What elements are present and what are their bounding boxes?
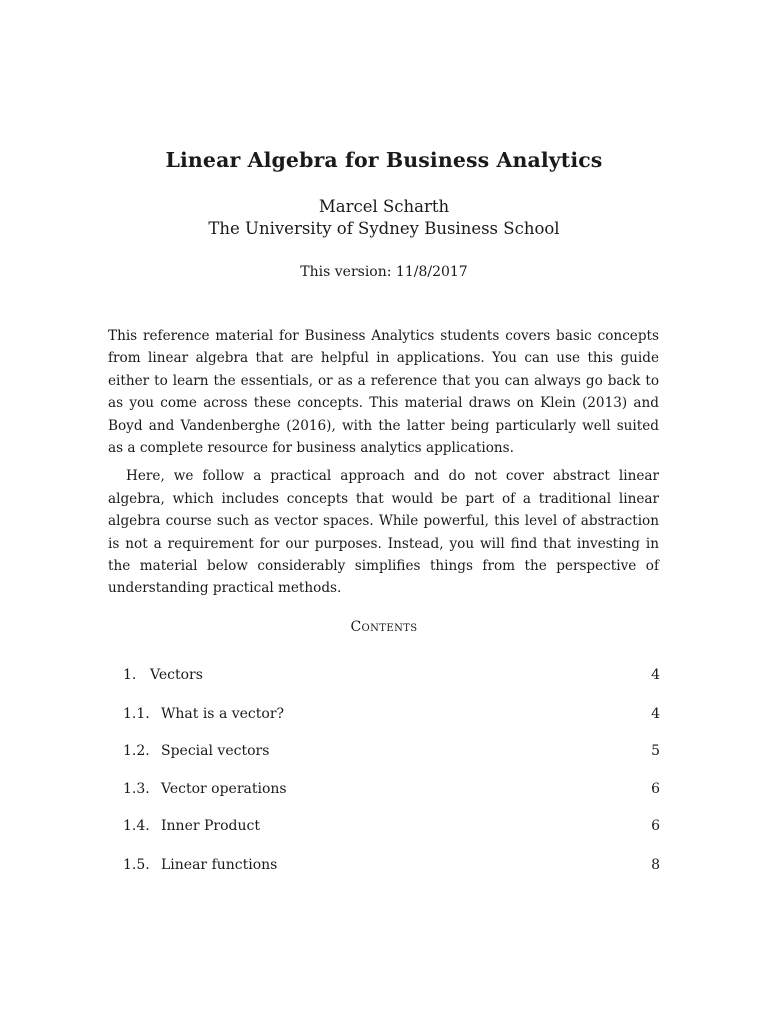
author-name: Marcel Scharth xyxy=(318,197,450,216)
toc-entry-page: 5 xyxy=(651,743,660,759)
abstract-paragraph-2: Here, we follow a practical approach and do not cover abstract linear algebra, which includes concepts that would be part of a traditional linear algebra course such as vector spaces. While powerful, this level of abstraction is not a requirement for our purposes. Instead, you will find that investing in the material below considerably simplifies things from the perspective of understanding practical methods. xyxy=(108,468,659,597)
abstract xyxy=(108,325,659,600)
toc-entry-title: Vectors xyxy=(150,667,203,683)
toc-entry-title: Inner Product xyxy=(161,818,260,834)
toc-entry-vector-operations[interactable] xyxy=(123,779,660,799)
toc-entry-number: 1.5. xyxy=(123,857,150,873)
abstract-paragraph-1: This reference material for Business Analytics students covers basic concepts from linear algebra that are helpful in applications. You can use this guide either to learn the essentials, or as a reference that you can always go back to as you come across these concepts. This material draws on Klein (2013) and Boyd and Vandenberghe (2016), with the latter being particularly well suited as a complete resource for business analytics applications. xyxy=(108,328,659,457)
toc-entry-special-vectors[interactable] xyxy=(123,741,660,761)
toc-entry-title: What is a vector? xyxy=(161,706,285,722)
contents-heading: Contents xyxy=(350,619,418,635)
author-affiliation: The University of Sydney Business School xyxy=(208,219,560,238)
toc-entry-page: 6 xyxy=(651,818,660,834)
toc-entry-page: 8 xyxy=(651,857,660,873)
toc-entry-number: 1.2. xyxy=(123,743,150,759)
toc-entry-inner-product[interactable] xyxy=(123,816,660,836)
toc-entry-title: Special vectors xyxy=(161,743,270,759)
toc-entry-number: 1.1. xyxy=(123,706,150,722)
toc-entry-linear-functions[interactable] xyxy=(123,855,660,875)
toc-entry-page: 4 xyxy=(651,667,660,683)
toc-entry-number: 1.3. xyxy=(123,781,150,797)
toc-entry-title: Vector operations xyxy=(161,781,287,797)
document-title: Linear Algebra for Business Analytics xyxy=(165,148,603,172)
toc-entry-page: 6 xyxy=(651,781,660,797)
toc-entry-title: Linear functions xyxy=(161,857,278,873)
toc-entry-page: 4 xyxy=(651,706,660,722)
toc-entry-number: 1.4. xyxy=(123,818,150,834)
toc-entry-number: 1. xyxy=(123,667,137,683)
toc-entry-what-is-a-vector[interactable] xyxy=(123,704,660,724)
version-date: This version: 11/8/2017 xyxy=(300,264,468,280)
toc-entry-vectors[interactable] xyxy=(123,665,660,685)
